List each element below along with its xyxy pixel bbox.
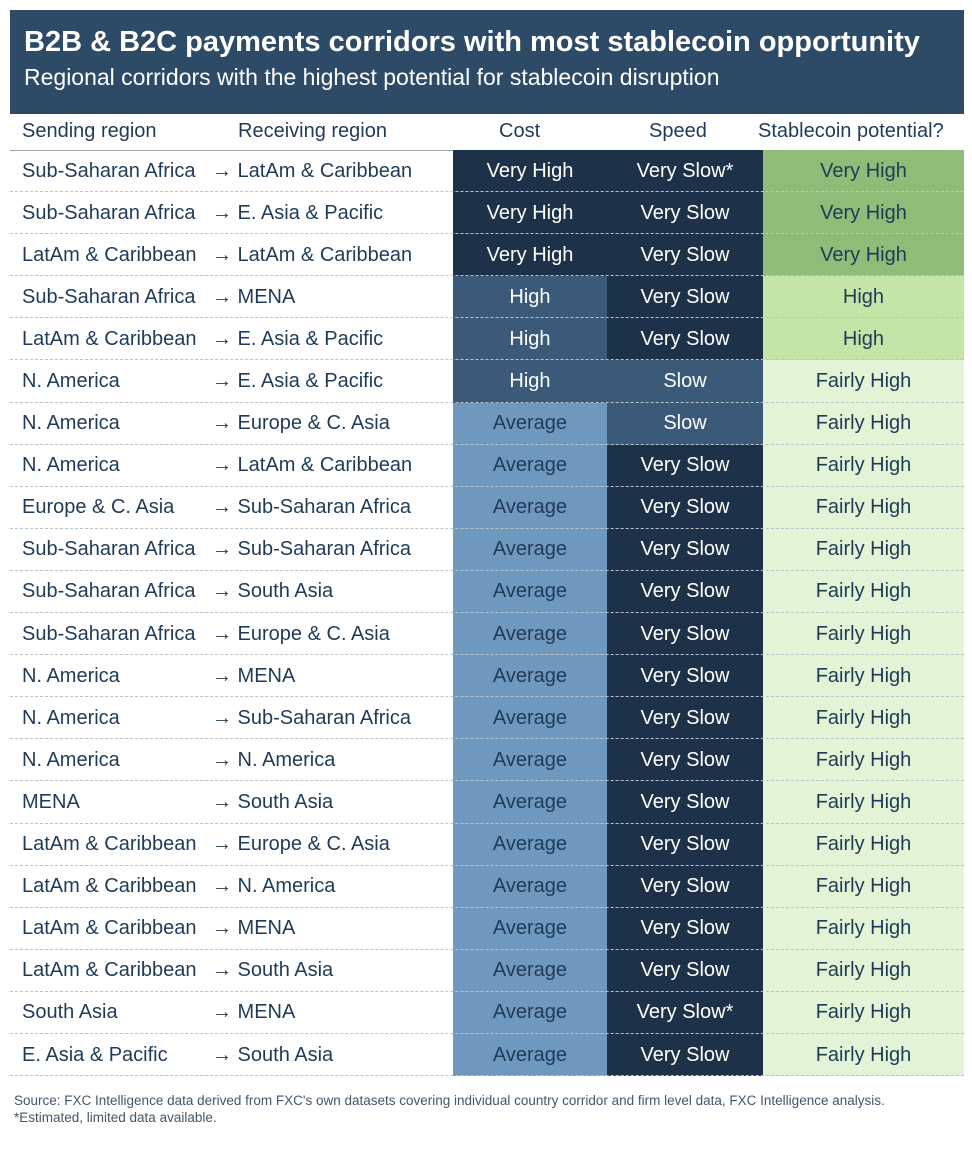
table-row — [10, 571, 964, 613]
chart-title: B2B & B2C payments corridors with most stablecoin opportunity — [24, 26, 920, 58]
sending-region-cell: N. America — [22, 412, 120, 435]
table-row — [10, 950, 964, 992]
column-header-cost: Cost — [499, 120, 541, 142]
sending-region-cell: Sub-Saharan Africa — [22, 622, 196, 645]
sending-region-cell: N. America — [22, 748, 120, 771]
speed-cell: Very Slow* — [607, 150, 763, 192]
column-header-receiving: Receiving region — [238, 120, 387, 142]
potential-cell: Fairly High — [763, 992, 964, 1034]
cost-cell: High — [453, 276, 607, 318]
table-row — [10, 739, 964, 781]
cost-cell: Average — [453, 781, 607, 823]
potential-cell: Very High — [763, 150, 964, 192]
speed-cell: Very Slow — [607, 487, 763, 529]
sending-region-cell: Sub-Saharan Africa — [22, 201, 196, 224]
speed-cell: Very Slow — [607, 529, 763, 571]
receiving-region-cell: → N. America — [212, 875, 336, 898]
cost-cell: Very High — [453, 234, 607, 276]
speed-cell: Very Slow — [607, 739, 763, 781]
table-row — [10, 824, 964, 866]
table-row — [10, 276, 964, 318]
potential-cell: Fairly High — [763, 697, 964, 739]
table-row — [10, 866, 964, 908]
table-row — [10, 613, 964, 655]
cost-cell: Average — [453, 992, 607, 1034]
receiving-region-cell: → Sub-Saharan Africa — [212, 706, 411, 729]
sending-region-cell: Sub-Saharan Africa — [22, 538, 196, 561]
sending-region-cell: Sub-Saharan Africa — [22, 285, 196, 308]
potential-cell: High — [763, 276, 964, 318]
potential-cell: Fairly High — [763, 950, 964, 992]
speed-cell: Very Slow — [607, 613, 763, 655]
source-note: Source: FXC Intelligence data derived from FXC's own datasets covering individual country corridor and firm level data, FXC Intelligence analysis. *Estimated, limited data available. — [14, 1093, 885, 1125]
column-header-speed: Speed — [649, 120, 707, 142]
potential-cell: Fairly High — [763, 908, 964, 950]
speed-cell: Very Slow — [607, 192, 763, 234]
receiving-region-cell: → South Asia — [212, 790, 334, 813]
receiving-region-cell: → MENA — [212, 1001, 296, 1024]
table-row — [10, 192, 964, 234]
speed-cell: Very Slow — [607, 824, 763, 866]
receiving-region-cell: → South Asia — [212, 580, 334, 603]
cost-cell: Average — [453, 1034, 607, 1076]
speed-cell: Very Slow — [607, 276, 763, 318]
sending-region-cell: South Asia — [22, 1001, 118, 1024]
table-row — [10, 529, 964, 571]
column-header-sending: Sending region — [22, 120, 157, 142]
receiving-region-cell: → South Asia — [212, 959, 334, 982]
table-row — [10, 697, 964, 739]
speed-cell: Very Slow — [607, 1034, 763, 1076]
cost-cell: Average — [453, 866, 607, 908]
speed-cell: Very Slow — [607, 445, 763, 487]
table-row — [10, 318, 964, 360]
sending-region-cell: LatAm & Caribbean — [22, 833, 197, 856]
column-headers — [10, 114, 964, 151]
column-header-potential: Stablecoin potential? — [758, 120, 944, 142]
receiving-region-cell: → South Asia — [212, 1043, 334, 1066]
cost-cell: Average — [453, 950, 607, 992]
receiving-region-cell: → E. Asia & Pacific — [212, 327, 384, 350]
cost-cell: Very High — [453, 192, 607, 234]
receiving-region-cell: → N. America — [212, 748, 336, 771]
table-row — [10, 992, 964, 1034]
potential-cell: Fairly High — [763, 403, 964, 445]
potential-cell: Fairly High — [763, 487, 964, 529]
sending-region-cell: E. Asia & Pacific — [22, 1043, 168, 1066]
receiving-region-cell: → Europe & C. Asia — [212, 622, 390, 645]
cost-cell: Average — [453, 487, 607, 529]
sending-region-cell: N. America — [22, 664, 120, 687]
potential-cell: Fairly High — [763, 613, 964, 655]
cost-cell: Average — [453, 739, 607, 781]
cost-cell: High — [453, 318, 607, 360]
receiving-region-cell: → Europe & C. Asia — [212, 833, 390, 856]
table-row — [10, 781, 964, 823]
cost-cell: Average — [453, 529, 607, 571]
cost-cell: Average — [453, 824, 607, 866]
table-row — [10, 445, 964, 487]
potential-cell: Fairly High — [763, 360, 964, 402]
cost-cell: Average — [453, 697, 607, 739]
speed-cell: Very Slow — [607, 234, 763, 276]
speed-cell: Very Slow — [607, 950, 763, 992]
speed-cell: Very Slow — [607, 318, 763, 360]
speed-cell: Very Slow — [607, 781, 763, 823]
cost-cell: Average — [453, 908, 607, 950]
speed-cell: Very Slow* — [607, 992, 763, 1034]
sending-region-cell: LatAm & Caribbean — [22, 875, 197, 898]
potential-cell: High — [763, 318, 964, 360]
receiving-region-cell: → Sub-Saharan Africa — [212, 538, 411, 561]
cost-cell: Average — [453, 655, 607, 697]
sending-region-cell: LatAm & Caribbean — [22, 327, 197, 350]
receiving-region-cell: → LatAm & Caribbean — [212, 159, 413, 182]
potential-cell: Fairly High — [763, 571, 964, 613]
table-row — [10, 655, 964, 697]
sending-region-cell: Europe & C. Asia — [22, 496, 175, 519]
potential-cell: Very High — [763, 234, 964, 276]
sending-region-cell: N. America — [22, 454, 120, 477]
receiving-region-cell: → LatAm & Caribbean — [212, 454, 413, 477]
chart-header — [10, 10, 964, 114]
speed-cell: Very Slow — [607, 866, 763, 908]
potential-cell: Fairly High — [763, 1034, 964, 1076]
speed-cell: Slow — [607, 403, 763, 445]
sending-region-cell: MENA — [22, 790, 80, 813]
speed-cell: Very Slow — [607, 655, 763, 697]
receiving-region-cell: → LatAm & Caribbean — [212, 243, 413, 266]
potential-cell: Fairly High — [763, 781, 964, 823]
receiving-region-cell: → MENA — [212, 917, 296, 940]
table-row — [10, 234, 964, 276]
table-row — [10, 1034, 964, 1076]
table-row — [10, 908, 964, 950]
sending-region-cell: LatAm & Caribbean — [22, 917, 197, 940]
row-divider — [10, 1075, 964, 1076]
receiving-region-cell: → E. Asia & Pacific — [212, 370, 384, 393]
receiving-region-cell: → Sub-Saharan Africa — [212, 496, 411, 519]
potential-cell: Fairly High — [763, 824, 964, 866]
table-row — [10, 360, 964, 402]
sending-region-cell: N. America — [22, 370, 120, 393]
receiving-region-cell: → E. Asia & Pacific — [212, 201, 384, 224]
potential-cell: Fairly High — [763, 445, 964, 487]
cost-cell: Average — [453, 403, 607, 445]
sending-region-cell: Sub-Saharan Africa — [22, 580, 196, 603]
potential-cell: Very High — [763, 192, 964, 234]
receiving-region-cell: → MENA — [212, 664, 296, 687]
cost-cell: High — [453, 360, 607, 402]
sending-region-cell: LatAm & Caribbean — [22, 959, 197, 982]
potential-cell: Fairly High — [763, 866, 964, 908]
receiving-region-cell: → MENA — [212, 285, 296, 308]
speed-cell: Slow — [607, 360, 763, 402]
speed-cell: Very Slow — [607, 697, 763, 739]
potential-cell: Fairly High — [763, 655, 964, 697]
table-row — [10, 487, 964, 529]
cost-cell: Very High — [453, 150, 607, 192]
potential-cell: Fairly High — [763, 739, 964, 781]
cost-cell: Average — [453, 613, 607, 655]
sending-region-cell: N. America — [22, 706, 120, 729]
table-row — [10, 150, 964, 192]
sending-region-cell: LatAm & Caribbean — [22, 243, 197, 266]
receiving-region-cell: → Europe & C. Asia — [212, 412, 390, 435]
cost-cell: Average — [453, 571, 607, 613]
sending-region-cell: Sub-Saharan Africa — [22, 159, 196, 182]
speed-cell: Very Slow — [607, 571, 763, 613]
speed-cell: Very Slow — [607, 908, 763, 950]
potential-cell: Fairly High — [763, 529, 964, 571]
cost-cell: Average — [453, 445, 607, 487]
corridor-table — [10, 150, 964, 1076]
chart-subtitle: Regional corridors with the highest potential for stablecoin disruption — [24, 64, 720, 90]
table-row — [10, 403, 964, 445]
